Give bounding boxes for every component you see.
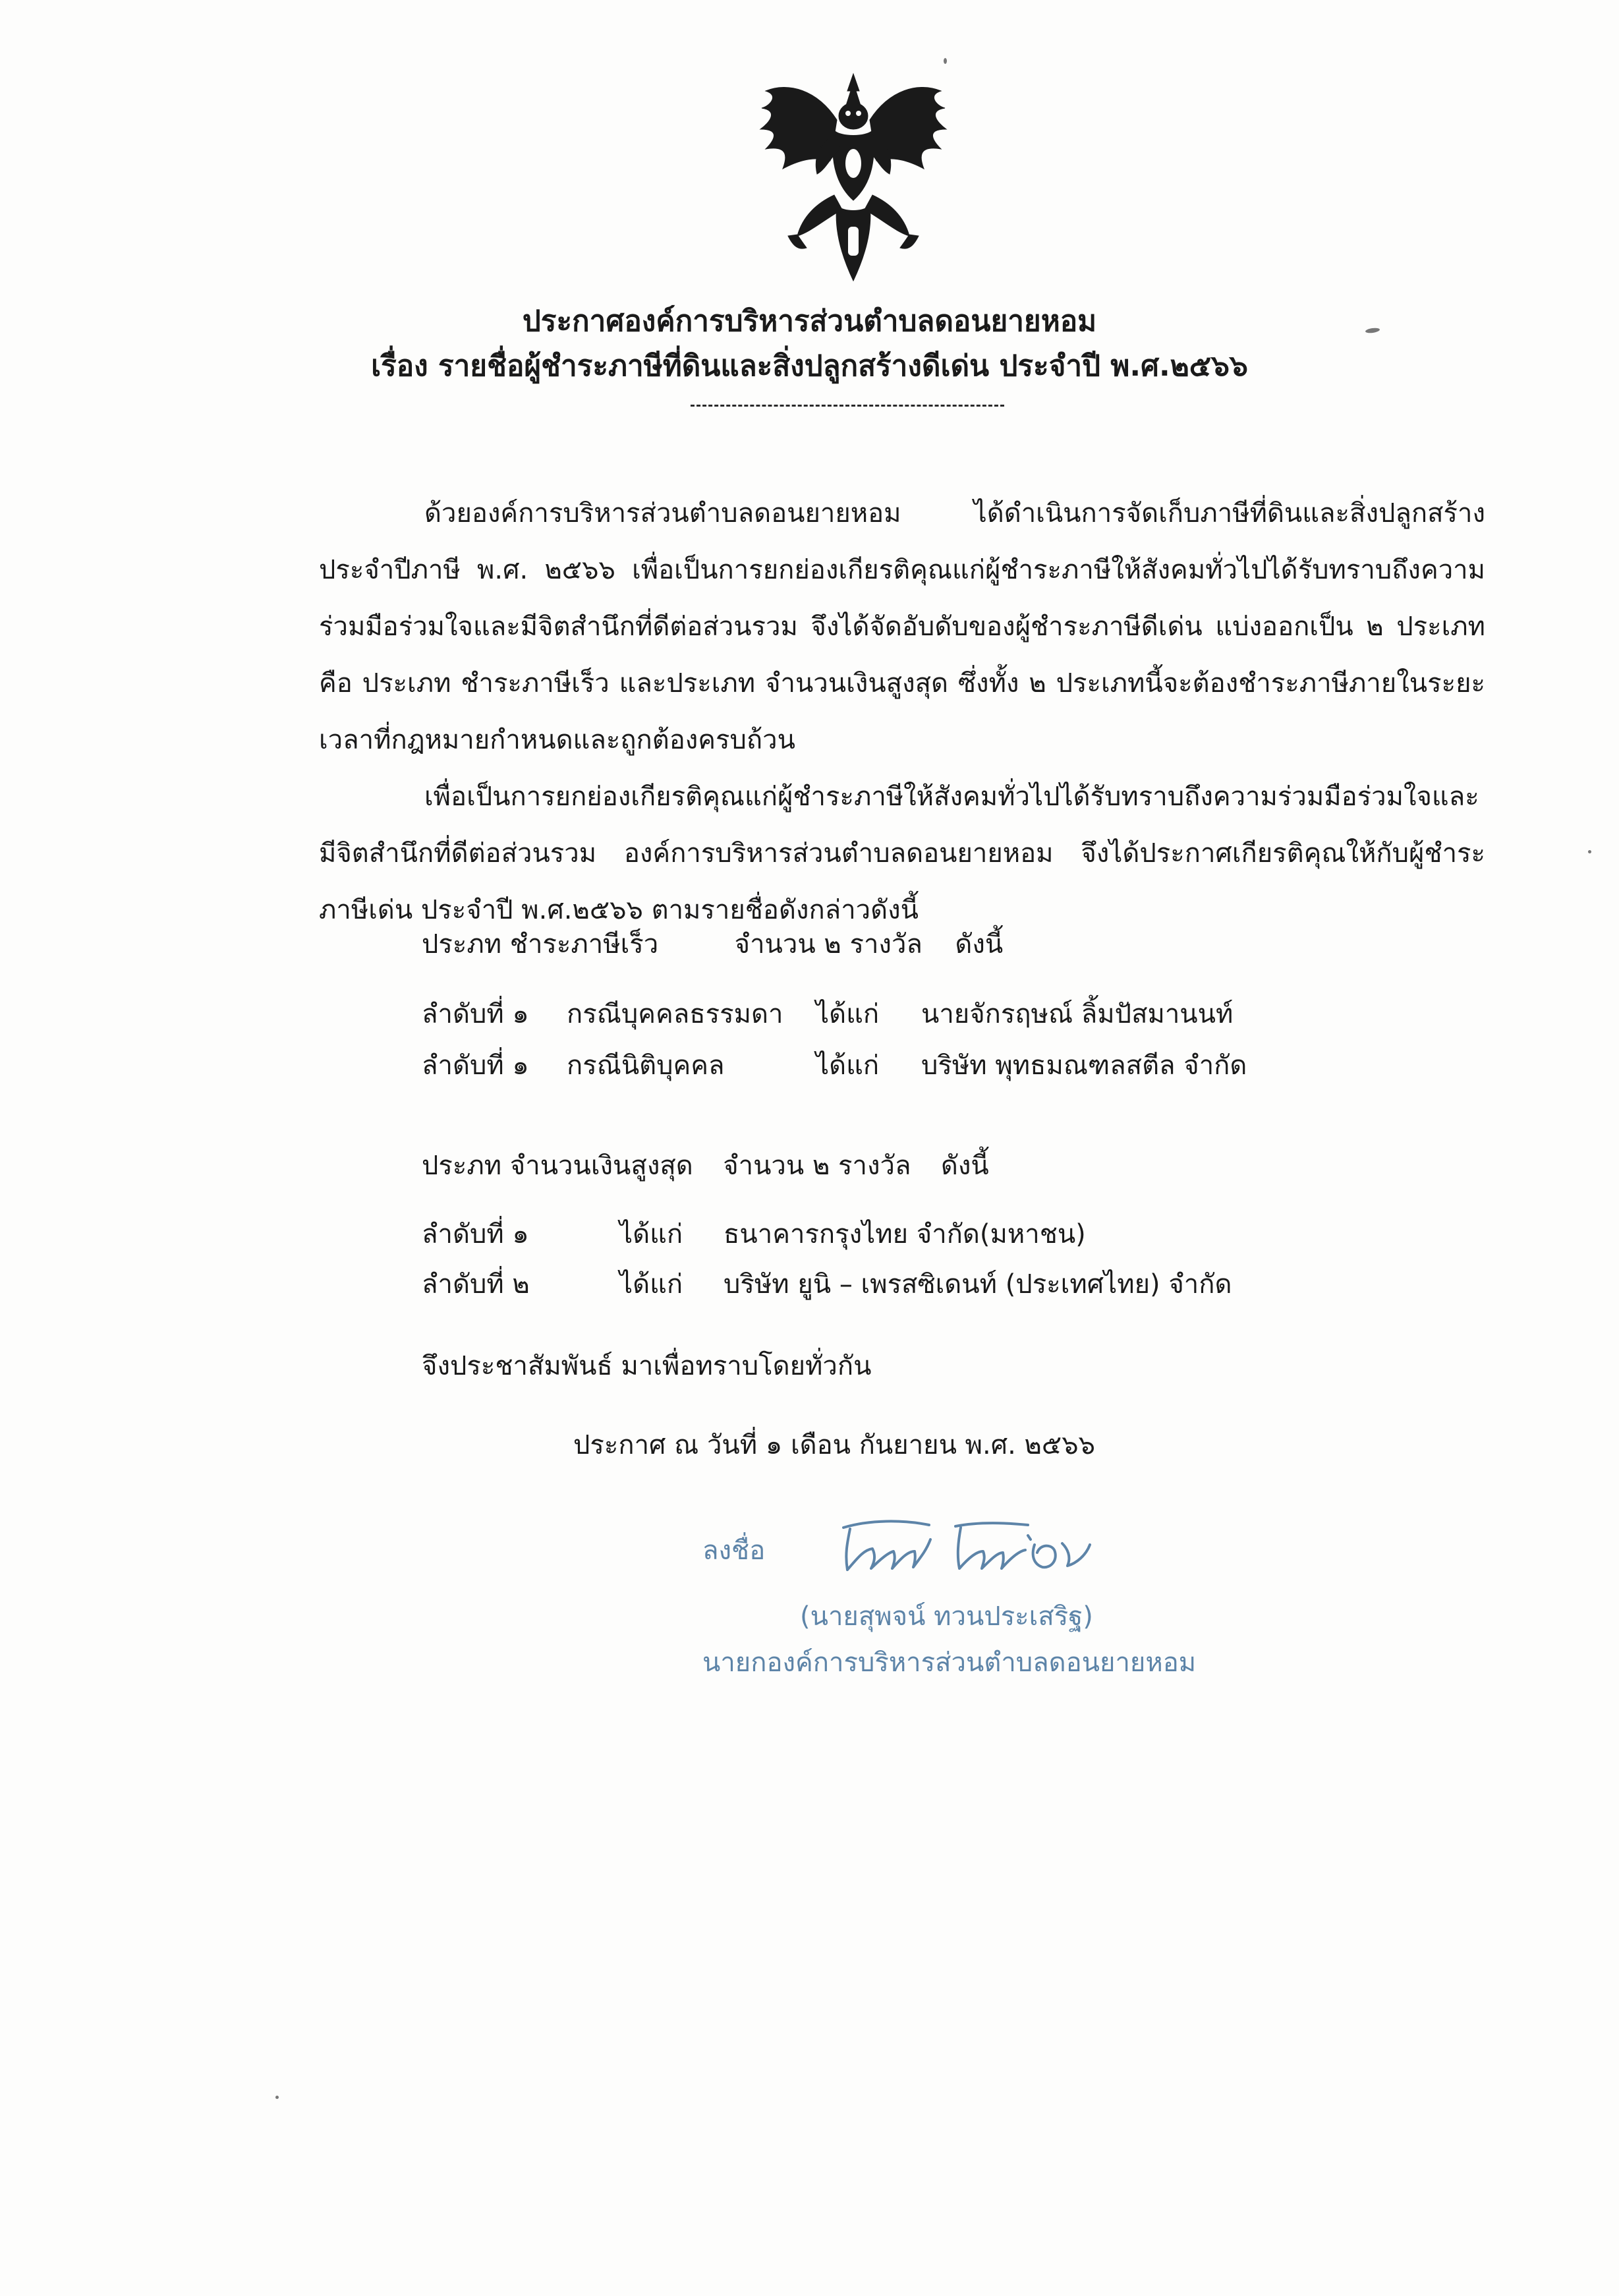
award-rank: ลำดับที่ ๑ [422,1219,529,1249]
signature-label: ลงชื่อ [702,1535,766,1566]
category-count: จำนวน ๒ รางวัล [723,1151,911,1181]
signatory-name: (นายสุพจน์ ทวนประเสริฐ) [800,1601,1093,1632]
category-title: ประภท จำนวนเงินสูงสุด [422,1151,693,1181]
scan-speck [1588,850,1591,853]
handwritten-signature [830,1513,1107,1579]
award-recipient: บริษัท พุทธมณฑลสตีล จำกัด [921,1050,1247,1081]
category-title: ประภท ชำระภาษีเร็ว [422,929,659,960]
award-row [422,992,529,1035]
document-title: ประกาศองค์การบริหารส่วนตำบลดอนยายหอม [522,304,1097,338]
paragraph-announcement: เพื่อเป็นการยกย่องเกียรติคุณแก่ผู้ชำระภาษีให้สังคมทั่วไปได้รับทราบถึงความร่วมมือร่วมใจและมีจิตสำนึกที่ดีต่อส่วนรวม องค์การบริหารส่วนตำบลดอนยายหอม จึงได้ประกาศเกียรติคุณให้กับผู้ชำระภาษีเด่น ประจำปี พ.ศ.๒๕๖๖ ตามรายชื่อดังกล่าวดังนี้ [319,782,1485,925]
announcement-date: ประกาศ ณ วันที่ ๑ เดือน กันยายน พ.ศ. ๒๕๖๖ [573,1430,1095,1460]
award-recipient: ธนาคารกรุงไทย จำกัด(มหาชน) [724,1219,1086,1249]
paragraph-intro: ด้วยองค์การบริหารส่วนตำบลดอนยายหอม ได้ดำเนินการจัดเก็บภาษีที่ดินและสิ่งปลูกสร้าง ประจำปีภาษี พ.ศ. ๒๕๖๖ เพื่อเป็นการยกย่องเกียรติคุณแก่ผู้ชำระภาษีให้สังคมทั่วไปได้รับทราบถึงความร่วมมือร่วมใจและมีจิตสำนึกที่ดีต่อส่วนรวม จึงได้จัดอับดับของผู้ชำระภาษีดีเด่น แบ่งออกเป็น ๒ ประเภท คือ ประเภท ชำระภาษีเร็ว และประเภท จำนวนเงินสูงสุด ซึ่งทั้ง ๒ ประเภทนี้จะต้องชำระภาษีภายในระยะเวลาที่กฎหมายกำหนดและถูกต้องครบถ้วน [319,498,1485,755]
award-rank: ลำดับที่ ๒ [422,1269,530,1300]
category-heading-fast-payment [422,923,1003,965]
award-type: กรณีบุคคลธรรมดา [567,999,783,1029]
scan-speck [944,58,947,64]
award-rank: ลำดับที่ ๑ [422,999,529,1029]
category-suffix: ดังนี้ [955,929,1004,960]
award-awarded: ได้แก่ [619,1219,683,1249]
award-recipient: นายจักรฤษณ์ ลิ้มปัสมานนท์ [921,999,1234,1029]
signatory-position: นายกองค์การบริหารส่วนตำบลดอนยายหอม [702,1648,1197,1678]
category-count: จำนวน ๒ รางวัล [734,929,923,960]
scan-speck [275,2096,279,2099]
award-awarded: ได้แก่ [816,999,880,1029]
document-subject: เรื่อง รายชื่อผู้ชำระภาษีที่ดินและสิ่งปลูกสร้างดีเด่น ประจำปี พ.ศ.๒๕๖๖ [371,349,1248,383]
award-awarded: ได้แก่ [619,1269,683,1300]
category-heading-highest-amount [422,1144,989,1186]
award-awarded: ได้แก่ [816,1050,880,1081]
award-rank: ลำดับที่ ๑ [422,1050,529,1081]
category-suffix: ดังนี้ [940,1151,989,1181]
award-type: กรณีนิติบุคคล [567,1050,725,1081]
award-row [422,1044,529,1086]
title-divider [691,405,1004,407]
garuda-emblem [756,71,950,283]
award-recipient: บริษัท ยูนิ – เพรสซิเดนท์ (ประเทศไทย) จำกัด [724,1269,1232,1300]
closing-statement: จึงประชาสัมพันธ์ มาเพื่อทราบโดยทั่วกัน [422,1351,872,1381]
